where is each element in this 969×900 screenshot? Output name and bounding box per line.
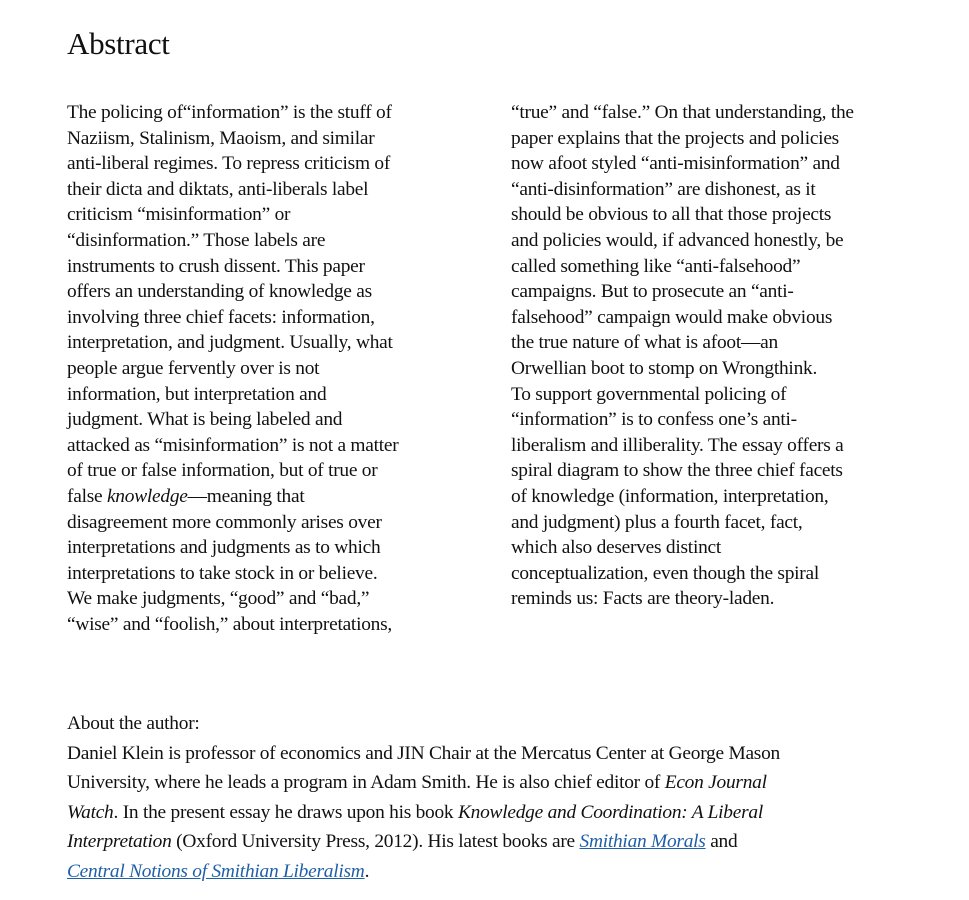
book-title: Interpretation [67,831,172,852]
author-bio-text: . In the present essay he draws upon his book [113,801,458,823]
abstract-line: “wise” and “foolish,” about interpretations, [67,613,392,635]
central-notions-link[interactable]: Central Notions of Smithian Liberalism [67,860,365,882]
abstract-line: “disinformation.” Those labels are [67,229,326,251]
abstract-line: liberalism and illiberality. The essay offers a [511,434,844,456]
abstract-line: information, but interpretation and [67,383,327,405]
abstract-line: of true or false information, but of true or [67,460,378,482]
abstract-line: “information” is to confess one’s anti- [511,409,797,431]
author-bio-line [67,798,947,828]
abstract-line: anti-liberal regimes. To repress criticism of [67,153,391,175]
abstract-line: Orwellian boot to stomp on Wrongthink. [511,357,818,379]
abstract-line: offers an understanding of knowledge as [67,281,372,303]
abstract-line: conceptualization, even though the spiral [511,562,819,584]
journal-title: Watch [67,801,114,823]
abstract-line: spiral diagram to show the three chief facets [511,460,843,482]
author-bio-line [67,768,947,798]
abstract-line: campaigns. But to prosecute an “anti- [511,281,794,303]
abstract-line: “true” and “false.” On that understanding, the [511,102,854,123]
abstract-line: interpretation, and judgment. Usually, what [67,332,393,354]
abstract-line: The policing of“information” is the stuff of [67,102,392,123]
abstract-line: “anti-disinformation” are dishonest, as it [511,178,816,200]
abstract-line: interpretations and judgments as to which [67,537,381,559]
abstract-column-left [67,100,487,637]
author-bio-text: (Oxford University Press, 2012). His latest books are [171,831,580,852]
abstract-line: reminds us: Facts are theory-laden. [511,588,775,610]
about-heading: About the author: [67,713,200,734]
abstract-line: paper explains that the projects and policies [511,127,839,149]
abstract-line: judgment. What is being labeled and [67,409,343,431]
journal-title: Econ Journal [664,772,767,793]
abstract-line: should be obvious to all that those projects [511,204,832,226]
emphasis-knowledge: knowledge [106,485,188,507]
abstract-line: called something like “anti-falsehood” [511,255,801,277]
about-the-author [67,709,947,886]
author-bio-text: . [364,860,370,882]
abstract-line: Naziism, Stalinism, Maoism, and similar [67,127,375,149]
abstract-line: now afoot styled “anti-misinformation” and [511,153,840,175]
abstract-line: their dicta and diktats, anti-liberals label [67,178,369,200]
smithian-morals-link[interactable]: Smithian Morals [579,831,706,852]
abstract-text: —meaning that [187,485,305,507]
abstract-line: attacked as “misinformation” is not a matter [67,434,399,456]
abstract-column-right [511,100,931,612]
abstract-line: instruments to crush dissent. This paper [67,255,365,277]
book-title: Knowledge and Coordination: A Liberal [457,801,763,823]
abstract-line: We make judgments, “good” and “bad,” [67,588,370,610]
author-bio-text: University, where he leads a program in Adam Smith. He is also chief editor of [67,772,665,793]
abstract-line: people argue fervently over is not [67,357,320,379]
abstract-line: which also deserves distinct [511,537,722,559]
abstract-line: involving three chief facets: information, [67,306,375,328]
abstract-text: false [67,485,107,507]
abstract-heading: Abstract [67,26,170,61]
author-bio-text: and [705,831,738,852]
abstract-line: and policies would, if advanced honestly, be [511,229,844,251]
author-bio-line [67,857,947,887]
abstract-line: and judgment) plus a fourth facet, fact, [511,511,803,533]
abstract-line: criticism “misinformation” or [67,204,291,226]
abstract-line: To support governmental policing of [511,383,787,405]
abstract-line-with-emphasis [67,484,487,510]
abstract-line: interpretations to take stock in or believe. [67,562,378,584]
author-bio-line: Daniel Klein is professor of economics and JIN Chair at the Mercatus Center at George Mason [67,742,780,764]
abstract-line: falsehood” campaign would make obvious [511,306,833,328]
abstract-line: disagreement more commonly arises over [67,511,382,533]
abstract-line: the true nature of what is afoot—an [511,332,778,354]
abstract-line: of knowledge (information, interpretation, [511,485,829,507]
author-bio-line [67,827,947,857]
